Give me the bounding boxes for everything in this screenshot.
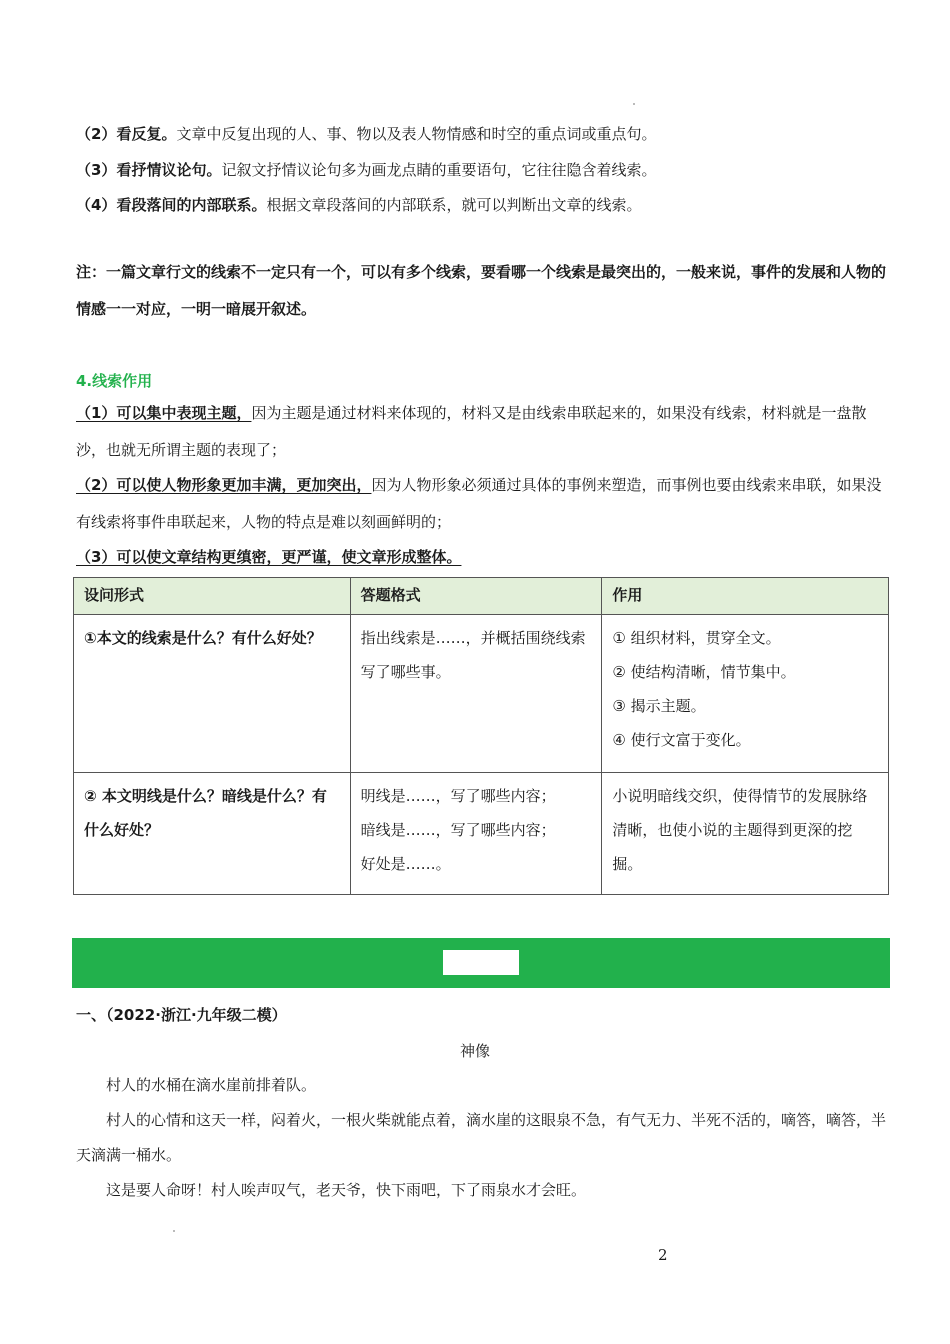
table-row [74,773,889,895]
effect-paragraph-2: （2）可以使人物形象更加丰满，更加突出，因为人物形象必须通过具体的事例来塑造，而事例也要由线索来串联，如果没有线索将事件串联起来，人物的特点是难以刻画鲜明的； [76,476,882,531]
section-heading: 4.线索作用 [76,372,153,390]
section-banner [72,938,890,988]
row2-effect: 小说明暗线交织，使得情节的发展脉络清晰，也使小说的主题得到更深的挖掘。 [602,773,889,895]
story-title: 神像 [459,1042,490,1060]
story-paragraph-2: 村人的心情和这天一样，闷着火，一根火柴就能点着，滴水崖的这眼泉不急，有气无力、半死不活的，嘀答，嘀答，半天滴满一桶水。 [76,1111,887,1164]
row2-question: ② 本文明线是什么？暗线是什么？有什么好处？ [74,773,351,895]
method-line-2: （2）看反复。文章中反复出现的人、事、物以及表人物情感和时空的重点词或重点句。 [76,125,657,143]
row2-format: 明线是……，写了哪些内容； 暗线是……，写了哪些内容； 好处是……。 [350,773,602,895]
effect-paragraph-3: （3）可以使文章结构更缜密，更严谨，使文章形成整体。 [76,548,462,566]
row1-effects: ① 组织材料，贯穿全文。 ② 使结构清晰，情节集中。 ③ 揭示主题。 ④ 使行文富于变化。 [602,615,889,773]
header-format: 答题格式 [350,578,602,615]
effect-paragraph-1: （1）可以集中表现主题，因为主题是通过材料来体现的，材料又是由线索串联起来的，如果没有线索，材料就是一盘散沙，也就无所谓主题的表现了； [76,404,867,459]
method-line-3: （3）看抒情议论句。记叙文抒情议论句多为画龙点睛的重要语句，它往往隐含着线索。 [76,161,657,179]
method-line-4: （4）看段落间的内部联系。根据文章段落间的内部联系，就可以判断出文章的线索。 [76,196,642,214]
note-paragraph: 注：一篇文章行文的线索不一定只有一个，可以有多个线索，要看哪一个线索是最突出的，一般来说，事件的发展和人物的情感一一对应，一明一暗展开叙述。 [76,263,887,318]
scan-dot [633,103,635,105]
page-number: 2 [658,1246,668,1264]
header-question: 设问形式 [74,578,351,615]
banner-label-box [443,950,519,975]
row1-format: 指出线索是……，并概括围绕线索写了哪些事。 [350,615,602,773]
question-heading: 一、（2022·浙江·九年级二模） [76,1006,287,1024]
answer-format-table [73,577,889,895]
header-effect: 作用 [602,578,889,615]
story-paragraph-1: 村人的水桶在滴水崖前排着队。 [106,1076,317,1094]
table-row [74,615,889,773]
scan-dot [173,1230,175,1232]
story-paragraph-3: 这是要人命呀！村人唉声叹气，老天爷，快下雨吧，下了雨泉水才会旺。 [106,1181,587,1199]
row1-question: ①本文的线索是什么？有什么好处？ [74,615,351,773]
table-header-row [74,578,889,615]
